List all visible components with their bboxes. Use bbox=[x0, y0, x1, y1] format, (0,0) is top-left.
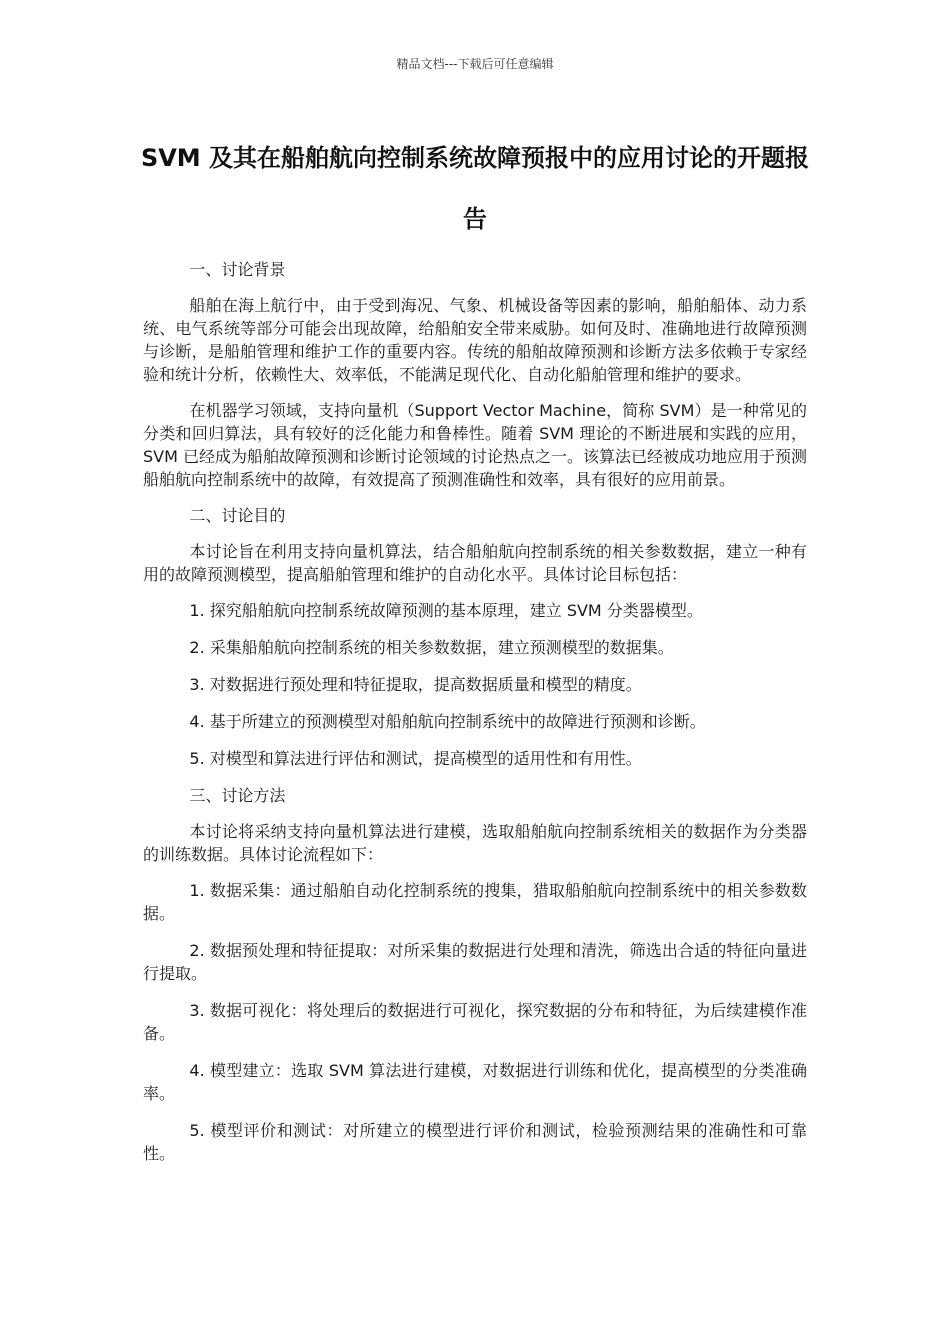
page-title: SVM 及其在船舶航向控制系统故障预报中的应用讨论的开题报告 bbox=[140, 144, 810, 233]
list-item: 2. 数据预处理和特征提取：对所采集的数据进行处理和清洗，筛选出合适的特征向量进行提取。 bbox=[143, 941, 807, 983]
list-item: 3. 数据可视化：将处理后的数据进行可视化，探究数据的分布和特征，为后续建模作准备。 bbox=[143, 1001, 807, 1043]
list-item: 3. 对数据进行预处理和特征提取，提高数据质量和模型的精度。 bbox=[189, 675, 642, 694]
paragraph: 本讨论旨在利用支持向量机算法，结合船舶航向控制系统的相关参数数据，建立一种有用的故障预测模型，提高船舶管理和维护的自动化水平。具体讨论目标包括： bbox=[143, 542, 807, 584]
paragraph: 在机器学习领域，支持向量机（Support Vector Machine，简称 SVM）是一种常见的分类和回归算法，具有较好的泛化能力和鲁棒性。随着 SVM 理论的不断进展和实践的应用，SVM 已经成为船舶故障预测和诊断讨论领域的讨论热点之一。该算法已经被成功地应用于预测船舶航向控制系统中的故障，有效提高了预测准确性和效率，具有很好的应用前景。 bbox=[143, 401, 807, 489]
list-item: 4. 模型建立：选取 SVM 算法进行建模，对数据进行训练和优化，提高模型的分类准确率。 bbox=[143, 1061, 807, 1103]
list-item: 4. 基于所建立的预测模型对船舶航向控制系统中的故障进行预测和诊断。 bbox=[189, 712, 706, 731]
list-item: 5. 对模型和算法进行评估和测试，提高模型的适用性和有用性。 bbox=[189, 749, 642, 768]
section-heading-purpose: 二、讨论目的 bbox=[189, 506, 286, 525]
document-body bbox=[143, 258, 807, 1179]
paragraph: 船舶在海上航行中，由于受到海况、气象、机械设备等因素的影响，船舶船体、动力系统、电气系统等部分可能会出现故障，给船舶安全带来威胁。如何及时、准确地进行故障预测与诊断，是船舶管理和维护工作的重要内容。传统的船舶故障预测和诊断方法多依赖于专家经验和统计分析，依赖性大、效率低，不能满足现代化、自动化船舶管理和维护的要求。 bbox=[143, 296, 807, 384]
list-item: 1. 探究船舶航向控制系统故障预测的基本原理，建立 SVM 分类器模型。 bbox=[189, 601, 703, 620]
section-heading-method: 三、讨论方法 bbox=[189, 786, 286, 805]
header-note: 精品文档---下载后可任意编辑 bbox=[396, 57, 554, 71]
paragraph: 本讨论将采纳支持向量机算法进行建模，选取船舶航向控制系统相关的数据作为分类器的训练数据。具体讨论流程如下： bbox=[143, 822, 807, 864]
list-item: 5. 模型评价和测试：对所建立的模型进行评价和测试，检验预测结果的准确性和可靠性。 bbox=[143, 1121, 807, 1163]
list-item: 2. 采集船舶航向控制系统的相关参数数据，建立预测模型的数据集。 bbox=[189, 638, 674, 657]
list-item: 1. 数据采集：通过船舶自动化控制系统的搜集，猎取船舶航向控制系统中的相关参数数据。 bbox=[143, 881, 807, 923]
section-heading-background: 一、讨论背景 bbox=[189, 260, 286, 279]
